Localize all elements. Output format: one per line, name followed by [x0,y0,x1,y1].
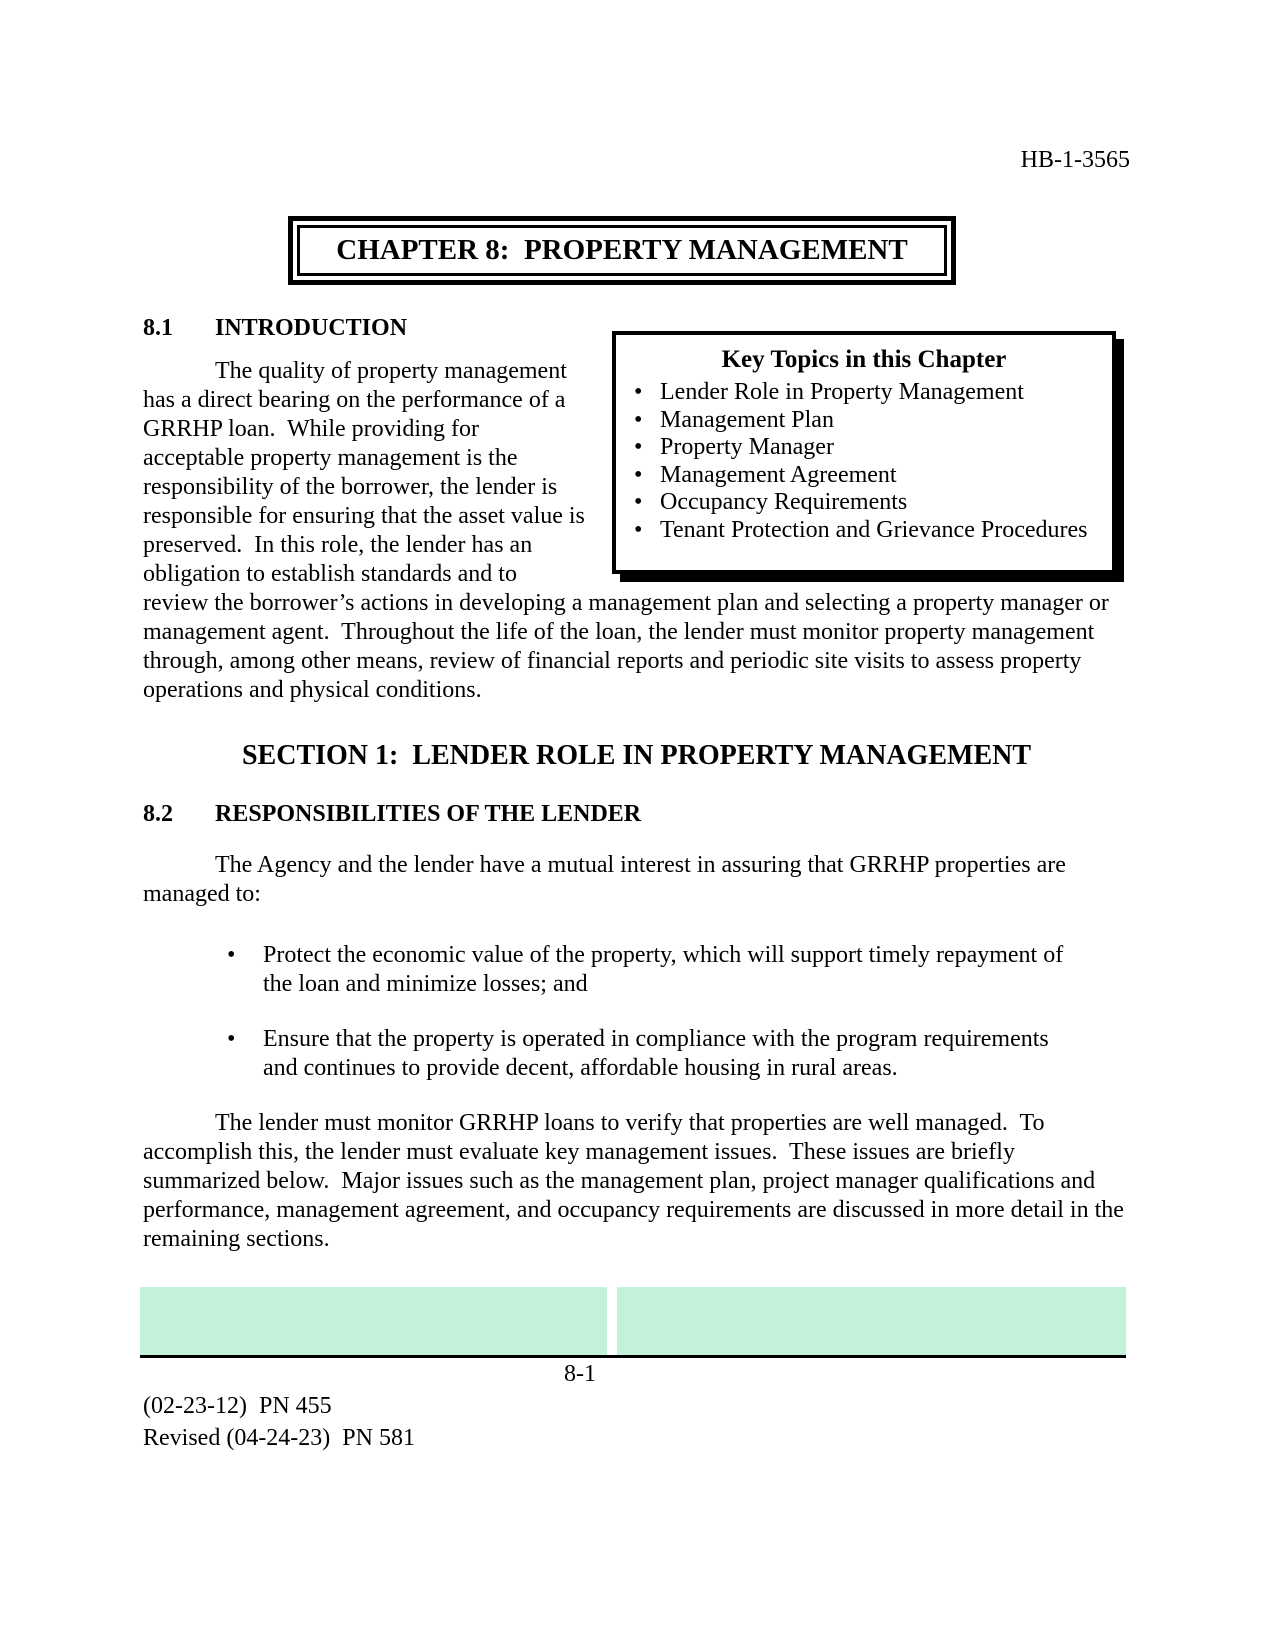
section-8-2-heading [143,799,1130,829]
lender-goal-item: • Ensure that the property is operated in compliance with the program requirements and continues to provide decent, affordable housing in rural areas. [263,1025,1072,1083]
page-number: 8-1 [564,1361,596,1387]
doc-code: HB-1-3565 [1020,147,1130,173]
key-topic-item: • Management Agreement [660,462,1104,490]
section-8-2-number: 8.2 [143,801,173,827]
footer-pn-line-1: (02-23-12) PN 455 [143,1393,332,1419]
lender-goal-item: • Protect the economic value of the property, which will support timely repayment of the loan and minimize losses; and [263,941,1072,999]
agency-paragraph: The Agency and the lender have a mutual interest in assuring that GRRHP properties are managed to: [143,852,1072,907]
footer-pn-line-2: Revised (04-24-23) PN 581 [143,1425,415,1451]
key-topic-item: • Lender Role in Property Management [660,379,1104,407]
footer-rule [140,1355,1126,1358]
key-topics-title: Key Topics in this Chapter [721,346,1007,373]
section-8-2-title: RESPONSIBILITIES OF THE LENDER [215,801,642,827]
highlight-rect-left [140,1287,607,1355]
key-topic-item: • Occupancy Requirements [660,489,1104,517]
chapter-title-inner-frame [297,225,947,276]
key-topics-box [612,331,1116,574]
chapter-title-box [288,216,956,285]
section-1-heading: SECTION 1: LENDER ROLE IN PROPERTY MANAGEMENT [241,740,1032,771]
lender-goals-list [143,941,1072,1083]
highlight-rect-right [617,1287,1126,1355]
section-8-1-number: 8.1 [143,315,173,341]
chapter-title: CHAPTER 8: PROPERTY MANAGEMENT [336,234,908,266]
key-topic-item: • Management Plan [660,407,1104,435]
key-topic-item: • Property Manager [660,434,1104,462]
key-topics-list [616,379,1112,544]
introduction-block [143,346,1130,705]
section-8-1-title: INTRODUCTION [215,315,408,341]
intro-paragraph: The quality of property management has a direct bearing on the performance of a GRRHP loan. While providing for acceptable property management is the responsibility of the borrower, the lender is responsible for ensuring that the asset value is preserved. In this role, the lender has an obligation to establish standards and to review the borrower’s actions in developing a management plan and selecting a property manager or management agent. Throughout the life of the loan, the lender must monitor property management through, among other means, review of financial reports and periodic site visits to assess property operations and physical conditions. [143,358,1115,703]
monitor-paragraph: The lender must monitor GRRHP loans to verify that properties are well managed. To accomplish this, the lender must evaluate key management issues. These issues are briefly summarized below. Major issues such as the management plan, project manager qualifications and performance, management agreement, and occupancy requirements are discussed in more detail in the remaining sections. [143,1110,1130,1252]
key-topic-item: • Tenant Protection and Grievance Procedures [660,517,1104,545]
